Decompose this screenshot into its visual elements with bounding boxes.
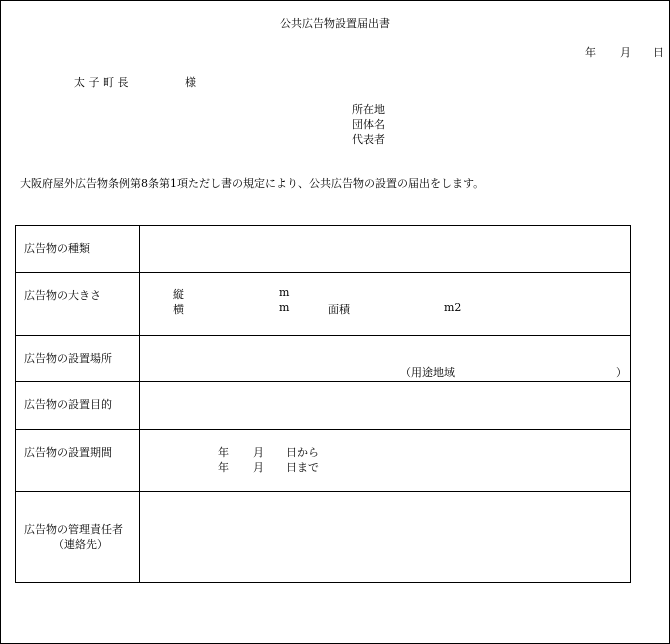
height-unit: m [279, 286, 290, 299]
label-cell [16, 226, 140, 273]
purpose-label: 広告物の設置目的 [24, 398, 112, 411]
addressee-name: 太 子 町 長 [74, 76, 129, 89]
intro-statement: 大阪府屋外広告物条例第8条第1項ただし書の規定により、公共広告物の設置の届出をします。 [20, 177, 485, 190]
end-year-label: 年 [218, 461, 229, 474]
area-label: 面積 [328, 303, 350, 316]
location-input-cell[interactable] [140, 336, 631, 382]
start-year-label: 年 [218, 446, 229, 459]
location-label: 広告物の設置場所 [24, 352, 112, 365]
form-row-type [16, 226, 631, 273]
height-label: 縦 [173, 288, 184, 301]
size-input-cell[interactable] [140, 273, 631, 336]
area-unit: m2 [444, 301, 462, 314]
date-year-label: 年 [585, 46, 596, 59]
sender-representative-label: 代表者 [352, 133, 385, 146]
label-cell [16, 382, 140, 430]
date-day-label: 日 [653, 46, 664, 59]
type-label: 広告物の種類 [24, 242, 90, 255]
form-row-period [16, 430, 631, 492]
date-month-label: 月 [620, 46, 631, 59]
period-input-cell[interactable] [140, 430, 631, 492]
label-cell [16, 336, 140, 382]
addressee-honorific: 様 [185, 76, 196, 89]
start-month-label: 月 [253, 446, 264, 459]
zone-close-bracket: ） [616, 366, 627, 379]
label-cell [16, 430, 140, 492]
label-cell [16, 492, 140, 583]
form-row-location [16, 336, 631, 382]
end-day-label: 日まで [286, 461, 319, 474]
width-unit: m [279, 301, 290, 314]
zone-open-label: （用途地域 [400, 366, 455, 379]
sender-group-label: 団体名 [352, 118, 385, 131]
form-row-purpose [16, 382, 631, 430]
sender-block [352, 102, 385, 147]
label-cell [16, 273, 140, 336]
notification-form-table [15, 225, 631, 583]
size-label: 広告物の大きさ [24, 289, 101, 302]
purpose-input-cell[interactable] [140, 382, 631, 430]
width-label: 横 [173, 303, 184, 316]
document-title: 公共広告物設置届出書 [280, 17, 390, 30]
form-row-size [16, 273, 631, 336]
end-month-label: 月 [253, 461, 264, 474]
manager-contact-label: （連絡先） [53, 538, 108, 551]
type-input-cell[interactable] [140, 226, 631, 273]
period-label: 広告物の設置期間 [24, 446, 112, 459]
manager-label: 広告物の管理責任者 [24, 523, 123, 536]
manager-input-cell[interactable] [140, 492, 631, 583]
form-row-manager [16, 492, 631, 583]
sender-address-label: 所在地 [352, 103, 385, 116]
start-day-label: 日から [286, 446, 319, 459]
